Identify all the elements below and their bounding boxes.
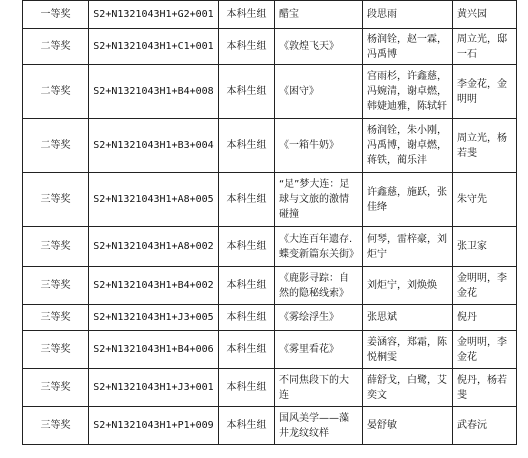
group-cell: 本科生组 [219,331,275,369]
work-title-cell: 《雾里看花》 [275,331,363,369]
work-title-cell: 《雾绘浮生》 [275,305,363,331]
group-cell: 本科生组 [219,65,275,119]
work-title-cell: 不同焦段下的大连 [275,369,363,407]
authors-cell: 姜涵容，郑霜，陈悦桐雯 [363,331,453,369]
award-level-cell: 三等奖 [23,369,89,407]
work-title-cell: 《鹿影寻踪：自然的隐秘线索》 [275,267,363,305]
work-code-cell: S2+N1321043H1+G2+001 [89,1,219,29]
award-level-cell: 三等奖 [23,227,89,267]
table-row [23,65,517,119]
work-title-cell: 《大连百年遗存.蝶变新篇东关街》 [275,227,363,267]
authors-cell: 宫雨杉，许鑫慈，冯婉清，谢卓燃，韩婕迪雅，陈轼轩 [363,65,453,119]
award-level-cell: 三等奖 [23,305,89,331]
table-row [23,267,517,305]
table-row [23,173,517,227]
work-title-cell: 醋宝 [275,1,363,29]
work-title-cell: 《敦煌飞天》 [275,29,363,65]
award-level-cell: 三等奖 [23,267,89,305]
table-row [23,227,517,267]
work-code-cell: S2+N1321043H1+P1+009 [89,407,219,445]
award-level-cell: 三等奖 [23,331,89,369]
table-row [23,119,517,173]
table-row [23,331,517,369]
advisor-cell: 倪丹，杨若斐 [453,369,517,407]
advisor-cell: 李金花，金明明 [453,65,517,119]
work-code-cell: S2+N1321043H1+B3+004 [89,119,219,173]
award-level-cell: 三等奖 [23,407,89,445]
work-title-cell: 《一箱牛奶》 [275,119,363,173]
authors-cell: 晏舒敏 [363,407,453,445]
work-title-cell: 国风美学——藻井龙纹纹样 [275,407,363,445]
authors-cell: 刘炬宁，刘焕焕 [363,267,453,305]
work-code-cell: S2+N1321043H1+J3+001 [89,369,219,407]
work-title-cell: 《困守》 [275,65,363,119]
advisor-cell: 张卫家 [453,227,517,267]
authors-cell: 段思雨 [363,1,453,29]
authors-cell: 薛舒戈，白鹭，艾奕文 [363,369,453,407]
group-cell: 本科生组 [219,369,275,407]
group-cell: 本科生组 [219,267,275,305]
award-level-cell: 二等奖 [23,65,89,119]
authors-cell: 许鑫慈，施跃，张佳绛 [363,173,453,227]
group-cell: 本科生组 [219,173,275,227]
advisor-cell: 周立光，邸一石 [453,29,517,65]
award-level-cell: 三等奖 [23,173,89,227]
award-level-cell: 二等奖 [23,119,89,173]
group-cell: 本科生组 [219,29,275,65]
award-level-cell: 二等奖 [23,29,89,65]
advisor-cell: 倪丹 [453,305,517,331]
table-row [23,1,517,29]
work-code-cell: S2+N1321043H1+A8+002 [89,227,219,267]
work-code-cell: S2+N1321043H1+B4+008 [89,65,219,119]
work-title-cell: “足”梦大连：足球与文旅的激情碰撞 [275,173,363,227]
authors-cell: 杨润铨，赵一霖，冯禹博 [363,29,453,65]
work-code-cell: S2+N1321043H1+J3+005 [89,305,219,331]
award-level-cell: 一等奖 [23,1,89,29]
group-cell: 本科生组 [219,305,275,331]
table-row [23,369,517,407]
advisor-cell: 朱守先 [453,173,517,227]
advisor-cell: 金明明，李金花 [453,331,517,369]
group-cell: 本科生组 [219,227,275,267]
work-code-cell: S2+N1321043H1+A8+005 [89,173,219,227]
table-row [23,407,517,445]
group-cell: 本科生组 [219,119,275,173]
advisor-cell: 金明明，李金花 [453,267,517,305]
advisor-cell: 周立光，杨若斐 [453,119,517,173]
table-row [23,305,517,331]
group-cell: 本科生组 [219,1,275,29]
work-code-cell: S2+N1321043H1+B4+006 [89,331,219,369]
authors-cell: 何琴，雷梓豪，刘炬宁 [363,227,453,267]
work-code-cell: S2+N1321043H1+C1+001 [89,29,219,65]
authors-cell: 杨润铨，朱小刚，冯禹博，谢卓燃，蒋铁，蔺乐沣 [363,119,453,173]
group-cell: 本科生组 [219,407,275,445]
advisor-cell: 武春沅 [453,407,517,445]
table-row [23,29,517,65]
advisor-cell: 黄兴园 [453,1,517,29]
awards-table [22,0,517,445]
work-code-cell: S2+N1321043H1+B4+002 [89,267,219,305]
authors-cell: 张思斌 [363,305,453,331]
